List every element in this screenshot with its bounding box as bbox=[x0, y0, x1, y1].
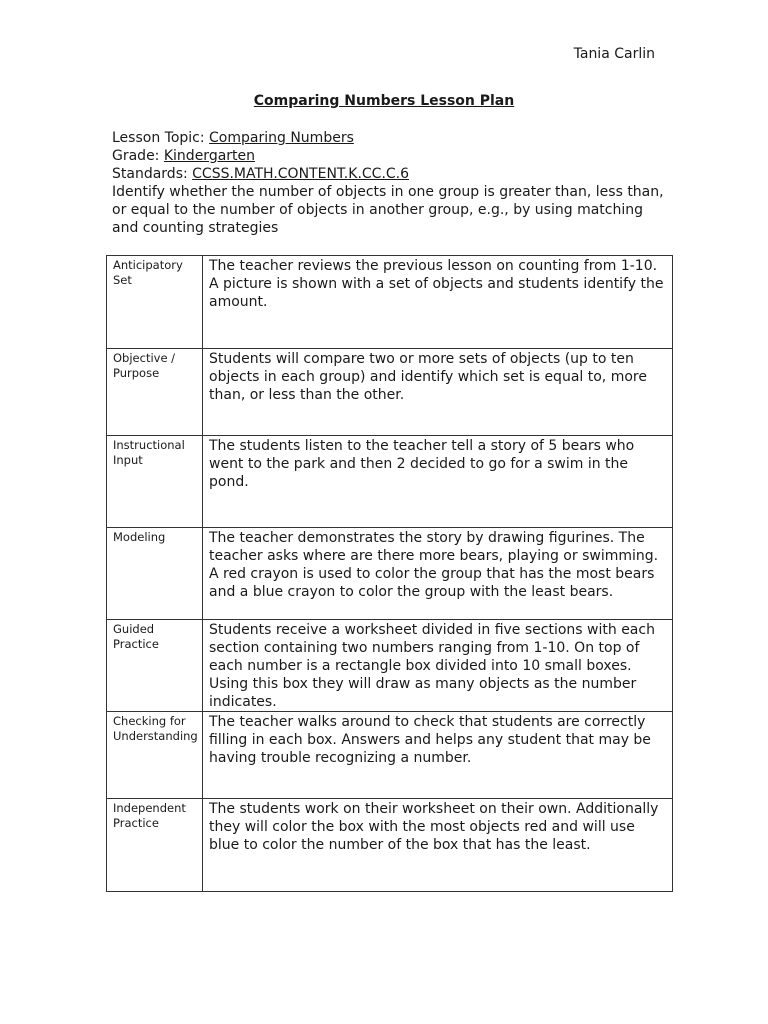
table-row bbox=[107, 349, 673, 436]
grade-value: Kindergarten bbox=[163, 148, 256, 164]
row-text: The students work on their worksheet on their own. Additionally they will color the box with the most objects red and will use blue to color the number of the box that has the least. bbox=[203, 799, 673, 892]
row-text: Students receive a worksheet divided in five sections with each section containing two numbers ranging from 1-10. On top of each number is a rectangle box divided into 10 small boxes. Using this box they will draw as many objects as the number indicates. bbox=[203, 620, 673, 712]
lesson-plan-table bbox=[106, 255, 673, 892]
standards-line bbox=[112, 165, 672, 183]
row-text: The students listen to the teacher tell a story of 5 bears who went to the park and then 2 decided to go for a swim in the pond. bbox=[203, 436, 673, 528]
topic-line bbox=[112, 129, 672, 147]
document-title: Comparing Numbers Lesson Plan bbox=[253, 93, 515, 109]
grade-line bbox=[112, 147, 672, 165]
table-row bbox=[107, 256, 673, 349]
grade-label: Grade: bbox=[112, 148, 164, 164]
standards-description: Identify whether the number of objects in one group is greater than, less than, or equal to the number of objects in another group, e.g., by using matching and counting strategies bbox=[112, 184, 664, 236]
lesson-meta bbox=[112, 129, 672, 237]
standards-label: Standards: bbox=[112, 166, 193, 182]
row-text: The teacher walks around to check that students are correctly filling in each box. Answers and helps any student that may be having trouble recognizing a number. bbox=[203, 712, 673, 799]
table-row bbox=[107, 528, 673, 620]
table-row bbox=[107, 799, 673, 892]
row-label: Guided Practice bbox=[107, 620, 203, 712]
row-text: The teacher reviews the previous lesson on counting from 1-10. A picture is shown with a set of objects and students identify the amount. bbox=[203, 256, 673, 349]
row-label: Checking for Understanding bbox=[107, 712, 203, 799]
row-text: Students will compare two or more sets of objects (up to ten objects in each group) and identify which set is equal to, more than, or less than the other. bbox=[203, 349, 673, 436]
table-row bbox=[107, 620, 673, 712]
row-label: Instructional Input bbox=[107, 436, 203, 528]
table-row bbox=[107, 436, 673, 528]
topic-value: Comparing Numbers bbox=[209, 130, 354, 146]
row-text: The teacher demonstrates the story by drawing figurines. The teacher asks where are there more bears, playing or swimming. A red crayon is used to color the group that has the most bears and a blue crayon to color the group with the least bears. bbox=[203, 528, 673, 620]
author-name: Tania Carlin bbox=[573, 46, 655, 62]
row-label: Modeling bbox=[107, 528, 203, 620]
table-row bbox=[107, 712, 673, 799]
row-label: Objective / Purpose bbox=[107, 349, 203, 436]
row-label: Anticipatory Set bbox=[107, 256, 203, 349]
topic-label: Lesson Topic: bbox=[112, 130, 210, 146]
row-label: Independent Practice bbox=[107, 799, 203, 892]
standards-value: CCSS.MATH.CONTENT.K.CC.C.6 bbox=[192, 166, 410, 182]
